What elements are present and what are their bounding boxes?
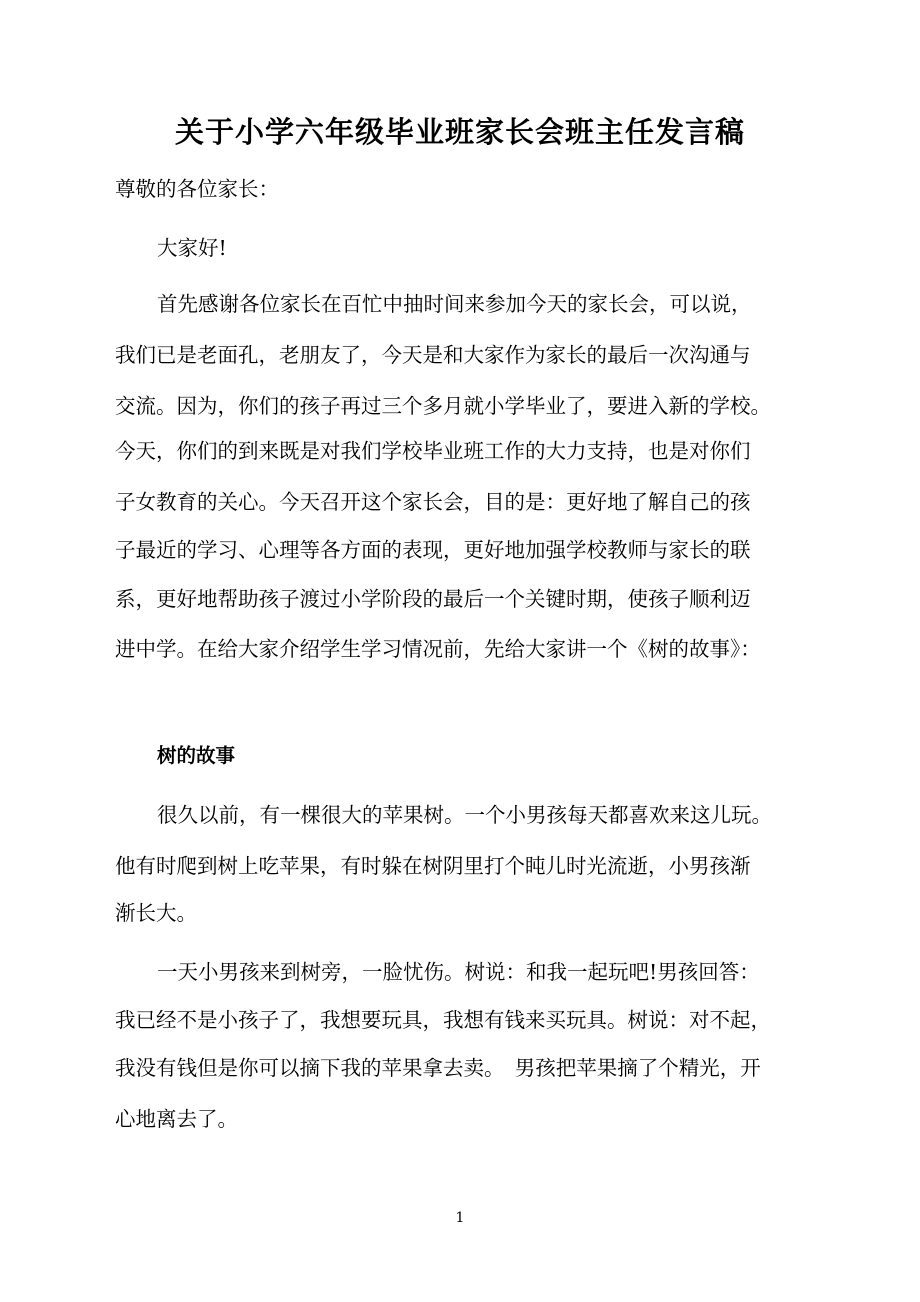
- page-number: 1: [455, 1210, 465, 1226]
- story-heading: 树的故事: [157, 744, 236, 767]
- paragraph-line: 今天，你们的到来既是对我们学校毕业班工作的大力支持，也是对你们: [115, 439, 751, 463]
- paragraph-line: 系，更好地帮助孩子渡过小学阶段的最后一个关键时期，使孩子顺利迈: [115, 587, 751, 611]
- paragraph-line: 我没有钱但是你可以摘下我的苹果拿去卖。 男孩把苹果摘了个精光，开: [115, 1056, 761, 1080]
- paragraph-line: 一天小男孩来到树旁，一脸忧伤。树说：和我一起玩吧!男孩回答：: [157, 960, 760, 984]
- paragraph-line: 进中学。在给大家介绍学生学习情况前，先给大家讲一个《树的故事》：: [115, 637, 761, 661]
- paragraph-line: 渐长大。: [115, 901, 197, 925]
- paragraph-line: 子最近的学习、心理等各方面的表现，更好地加强学校教师与家长的联: [115, 538, 751, 562]
- paragraph-line: 我们已是老面孔，老朋友了，今天是和大家作为家长的最后一次沟通与: [115, 343, 751, 367]
- paragraph-line: 很久以前，有一棵很大的苹果树。一个小男孩每天都喜欢来这儿玩。: [157, 803, 772, 827]
- document-title: 关于小学六年级毕业班家长会班主任发言稿: [174, 115, 745, 149]
- paragraph-line: 子女教育的关心。今天召开这个家长会，目的是：更好地了解自己的孩: [115, 490, 751, 514]
- paragraph-line: 我已经不是小孩子了，我想要玩具，我想有钱来买玩具。树说：对不起，: [115, 1008, 771, 1032]
- paragraph-line: 交流。因为，你们的孩子再过三个多月就小学毕业了，要进入新的学校。: [115, 394, 771, 418]
- salutation: 尊敬的各位家长：: [115, 177, 279, 201]
- paragraph-line: 他有时爬到树上吃苹果，有时躲在树阴里打个盹儿时光流逝，小男孩渐: [115, 854, 751, 878]
- greeting: 大家好!: [157, 236, 227, 260]
- paragraph-line: 首先感谢各位家长在百忙中抽时间来参加今天的家长会，可以说，: [157, 292, 752, 316]
- paragraph-line: 心地离去了。: [115, 1107, 238, 1131]
